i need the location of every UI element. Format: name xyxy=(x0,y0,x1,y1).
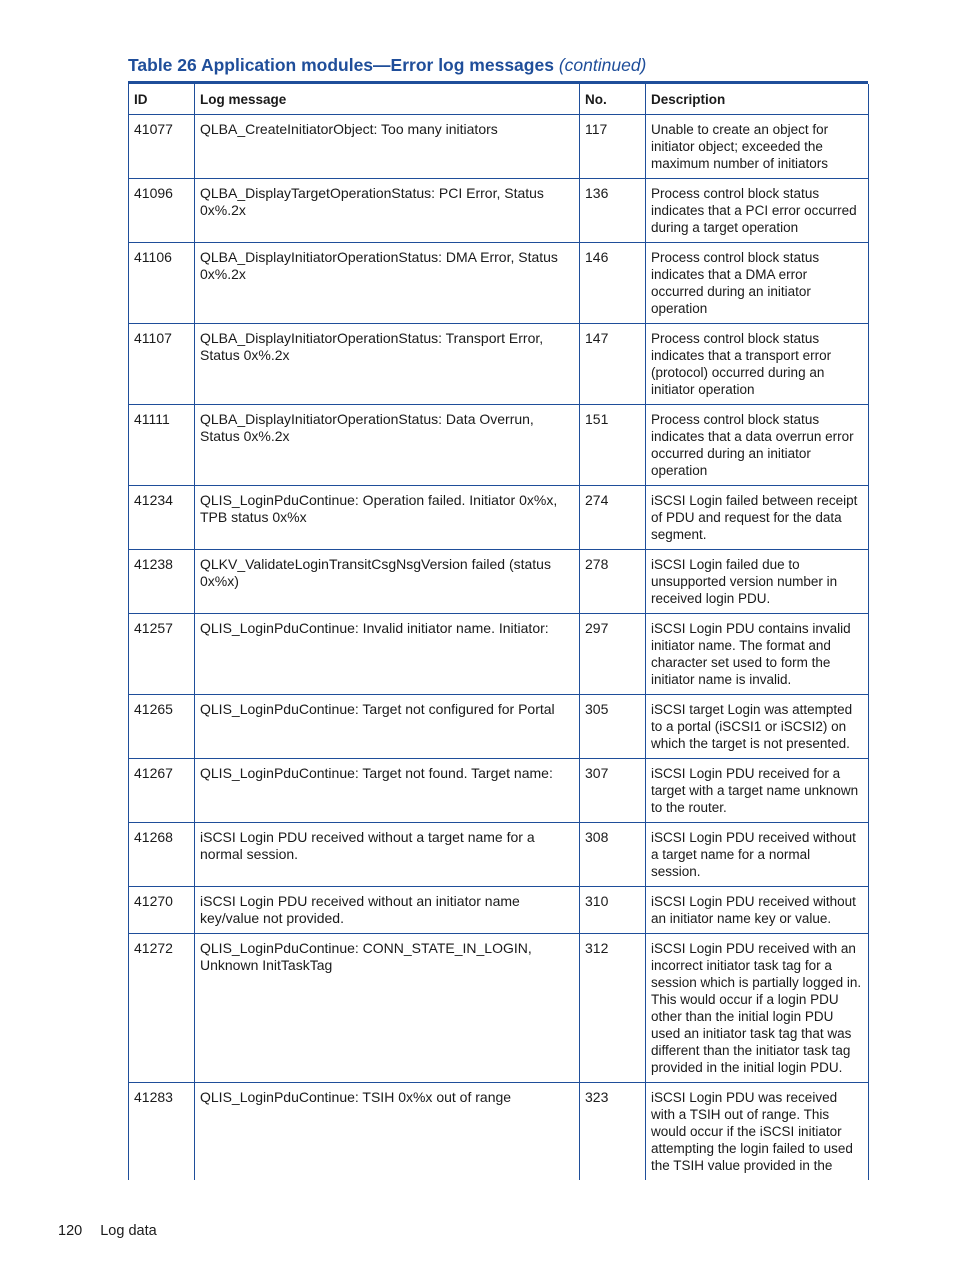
cell-id: 41267 xyxy=(129,759,195,823)
table-continued-label: (continued) xyxy=(558,55,647,75)
cell-log-message: QLBA_CreateInitiatorObject: Too many initiators xyxy=(195,115,580,179)
cell-log-message: QLBA_DisplayInitiatorOperationStatus: DMA Error, Status 0x%.2x xyxy=(195,243,580,324)
cell-description: Unable to create an object for initiator object; exceeded the maximum number of initiators xyxy=(646,115,869,179)
cell-number: 297 xyxy=(580,614,646,695)
cell-log-message: QLBA_DisplayInitiatorOperationStatus: Data Overrun, Status 0x%.2x xyxy=(195,405,580,486)
table-header-row xyxy=(129,84,869,115)
cell-id: 41270 xyxy=(129,887,195,934)
cell-description: Process control block status indicates that a data overrun error occurred during an initiator operation xyxy=(646,405,869,486)
page-footer xyxy=(58,1223,157,1239)
cell-description: iSCSI Login PDU was received with a TSIH out of range. This would occur if the iSCSI initiator attempting the login failed to used the TSIH value provided in the xyxy=(646,1083,869,1181)
cell-description: Process control block status indicates that a PCI error occurred during a target operation xyxy=(646,179,869,243)
table-row xyxy=(129,405,869,486)
table-row xyxy=(129,934,869,1083)
table-row xyxy=(129,179,869,243)
table-row xyxy=(129,550,869,614)
cell-number: 308 xyxy=(580,823,646,887)
cell-description: iSCSI Login PDU received without an initiator name key or value. xyxy=(646,887,869,934)
cell-log-message: QLBA_DisplayTargetOperationStatus: PCI Error, Status 0x%.2x xyxy=(195,179,580,243)
cell-description: iSCSI Login PDU received with an incorrect initiator task tag for a session which is partially logged in. This would occur if a login PDU other than the initial login PDU used an initiator task tag that was different than the initiator task tag provided in the initial login PDU. xyxy=(646,934,869,1083)
cell-log-message: QLIS_LoginPduContinue: TSIH 0x%x out of range xyxy=(195,1083,580,1181)
cell-number: 274 xyxy=(580,486,646,550)
cell-log-message: QLBA_DisplayInitiatorOperationStatus: Transport Error, Status 0x%.2x xyxy=(195,324,580,405)
table-title: Table 26 Application modules—Error log messages xyxy=(128,55,554,75)
cell-description: iSCSI Login PDU received without a target name for a normal session. xyxy=(646,823,869,887)
table-row xyxy=(129,695,869,759)
footer-section-title: Log data xyxy=(100,1223,157,1239)
cell-log-message: QLIS_LoginPduContinue: CONN_STATE_IN_LOGIN, Unknown InitTaskTag xyxy=(195,934,580,1083)
header-log-message: Log message xyxy=(195,84,580,115)
cell-id: 41077 xyxy=(129,115,195,179)
cell-log-message: QLIS_LoginPduContinue: Target not found. Target name: xyxy=(195,759,580,823)
cell-description: iSCSI Login failed due to unsupported version number in received login PDU. xyxy=(646,550,869,614)
cell-id: 41106 xyxy=(129,243,195,324)
cell-number: 146 xyxy=(580,243,646,324)
cell-log-message: QLIS_LoginPduContinue: Operation failed. Initiator 0x%x, TPB status 0x%x xyxy=(195,486,580,550)
table-row xyxy=(129,887,869,934)
cell-description: Process control block status indicates that a transport error (protocol) occurred during an initiator operation xyxy=(646,324,869,405)
cell-log-message: iSCSI Login PDU received without an initiator name key/value not provided. xyxy=(195,887,580,934)
table-row xyxy=(129,486,869,550)
cell-id: 41096 xyxy=(129,179,195,243)
cell-id: 41257 xyxy=(129,614,195,695)
table-row xyxy=(129,759,869,823)
cell-id: 41238 xyxy=(129,550,195,614)
error-log-table-container xyxy=(128,81,868,1180)
page-number: 120 xyxy=(58,1223,83,1239)
cell-number: 307 xyxy=(580,759,646,823)
cell-number: 323 xyxy=(580,1083,646,1181)
cell-number: 117 xyxy=(580,115,646,179)
cell-number: 147 xyxy=(580,324,646,405)
header-number: No. xyxy=(580,84,646,115)
table-row xyxy=(129,1083,869,1181)
cell-number: 278 xyxy=(580,550,646,614)
table-caption xyxy=(128,55,646,76)
cell-log-message: QLIS_LoginPduContinue: Invalid initiator name. Initiator: xyxy=(195,614,580,695)
cell-number: 151 xyxy=(580,405,646,486)
cell-id: 41268 xyxy=(129,823,195,887)
cell-number: 312 xyxy=(580,934,646,1083)
header-id: ID xyxy=(129,84,195,115)
table-row xyxy=(129,243,869,324)
cell-number: 136 xyxy=(580,179,646,243)
cell-log-message: QLKV_ValidateLoginTransitCsgNsgVersion failed (status 0x%x) xyxy=(195,550,580,614)
cell-id: 41272 xyxy=(129,934,195,1083)
cell-description: iSCSI Login failed between receipt of PDU and request for the data segment. xyxy=(646,486,869,550)
table-row xyxy=(129,324,869,405)
cell-log-message: iSCSI Login PDU received without a target name for a normal session. xyxy=(195,823,580,887)
table-body xyxy=(129,115,869,1181)
cell-description: iSCSI target Login was attempted to a portal (iSCSI1 or iSCSI2) on which the target is not presented. xyxy=(646,695,869,759)
error-log-table xyxy=(128,84,869,1180)
cell-id: 41107 xyxy=(129,324,195,405)
cell-description: Process control block status indicates that a DMA error occurred during an initiator operation xyxy=(646,243,869,324)
header-description: Description xyxy=(646,84,869,115)
cell-number: 310 xyxy=(580,887,646,934)
cell-id: 41265 xyxy=(129,695,195,759)
table-row xyxy=(129,115,869,179)
cell-id: 41234 xyxy=(129,486,195,550)
cell-id: 41111 xyxy=(129,405,195,486)
cell-log-message: QLIS_LoginPduContinue: Target not configured for Portal xyxy=(195,695,580,759)
cell-description: iSCSI Login PDU received for a target with a target name unknown to the router. xyxy=(646,759,869,823)
cell-id: 41283 xyxy=(129,1083,195,1181)
cell-description: iSCSI Login PDU contains invalid initiator name. The format and character set used to form the initiator name is invalid. xyxy=(646,614,869,695)
cell-number: 305 xyxy=(580,695,646,759)
table-row xyxy=(129,614,869,695)
table-row xyxy=(129,823,869,887)
